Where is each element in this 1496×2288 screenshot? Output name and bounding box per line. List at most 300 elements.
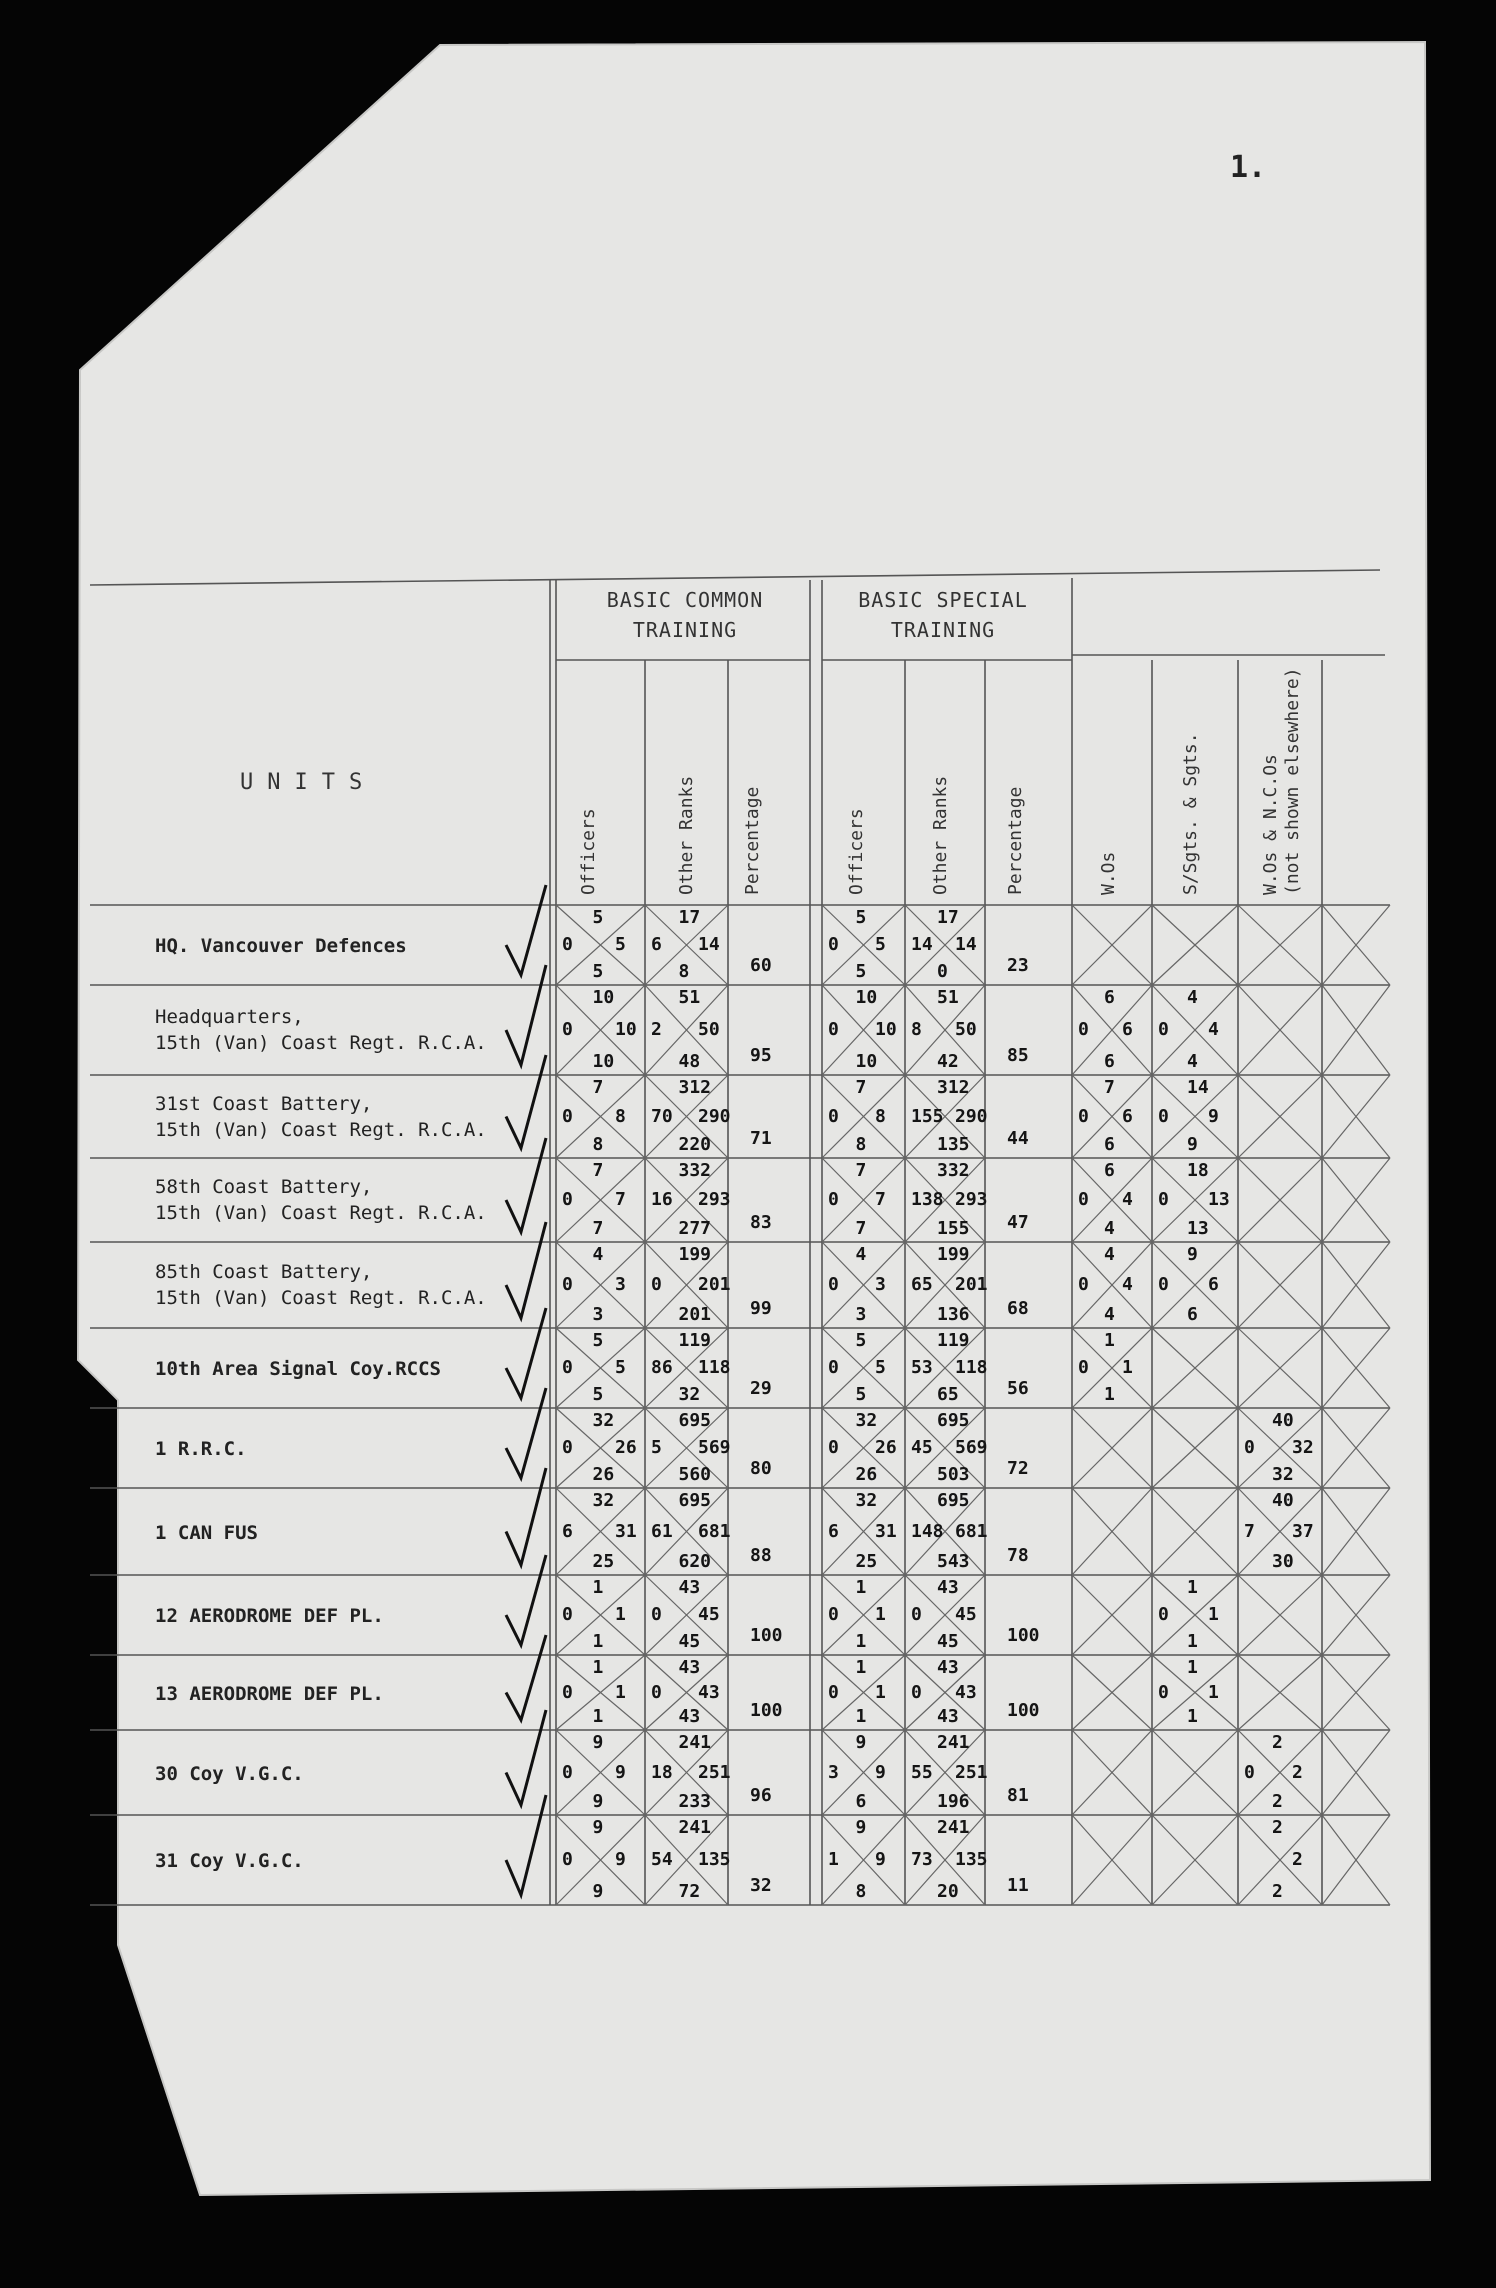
bc-officers-top: 1 xyxy=(592,1577,604,1598)
bs-officers-left: 0 xyxy=(828,1357,839,1378)
bs-other-ranks-left: 65 xyxy=(911,1274,933,1295)
wos-left: 0 xyxy=(1078,1357,1089,1378)
bc-officers-left: 0 xyxy=(562,1189,573,1210)
ssgts-top: 9 xyxy=(1187,1244,1198,1265)
bs-officers-top: 4 xyxy=(855,1244,867,1265)
bs-other-ranks-bottom: 20 xyxy=(937,1881,959,1902)
bs-officers-top: 1 xyxy=(855,1577,867,1598)
unit-name: 31st Coast Battery, 15th (Van) Coast Regt. R.C.A. xyxy=(155,1092,487,1141)
bc-percentage: 83 xyxy=(750,1212,772,1233)
wos-right: 6 xyxy=(1122,1019,1133,1040)
wos-ncos-right: 2 xyxy=(1292,1849,1303,1870)
bs-other-ranks-right: 43 xyxy=(955,1681,977,1703)
bs-percentage: 100 xyxy=(1007,1700,1040,1721)
bc-officers-right: 10 xyxy=(615,1019,637,1040)
bc-officers-top: 32 xyxy=(592,1490,615,1511)
bs-officers-left: 0 xyxy=(828,1105,839,1127)
bc-other-ranks-left: 70 xyxy=(651,1105,673,1127)
bc-officers-right: 3 xyxy=(615,1274,626,1295)
bs-other-ranks-bottom: 136 xyxy=(937,1304,970,1325)
bs-officers-bottom: 8 xyxy=(855,1134,867,1155)
bc-officers-top: 5 xyxy=(592,907,604,928)
col-other-ranks-common: Other Ranks xyxy=(676,775,697,895)
bc-other-ranks-right: 50 xyxy=(698,1019,720,1040)
bs-officers-bottom: 1 xyxy=(855,1631,867,1652)
wos-right: 4 xyxy=(1122,1189,1133,1210)
bc-officers-left: 0 xyxy=(562,934,573,955)
bc-other-ranks-top: 43 xyxy=(678,1657,701,1678)
wos-ncos-top: 40 xyxy=(1272,1410,1294,1431)
bc-other-ranks-top: 695 xyxy=(678,1410,712,1431)
bc-percentage: 80 xyxy=(750,1458,772,1479)
bs-other-ranks-left: 148 xyxy=(911,1520,944,1542)
col-ssgts: S/Sgts. & Sgts. xyxy=(1180,732,1201,895)
bc-other-ranks-right: 135 xyxy=(698,1849,731,1870)
bc-officers-top: 7 xyxy=(592,1160,604,1181)
bs-other-ranks-left: 14 xyxy=(911,934,933,955)
bs-other-ranks-top: 241 xyxy=(937,1732,970,1753)
bs-other-ranks-bottom: 45 xyxy=(937,1631,959,1652)
bs-officers-bottom: 1 xyxy=(855,1706,867,1727)
unit-name: 31 Coy V.G.C. xyxy=(155,1850,304,1872)
bc-other-ranks-bottom: 43 xyxy=(678,1706,701,1727)
wos-top: 1 xyxy=(1104,1330,1115,1351)
bc-officers-top: 1 xyxy=(592,1657,604,1678)
bc-other-ranks-top: 695 xyxy=(678,1490,712,1511)
bs-officers-right: 8 xyxy=(875,1105,886,1127)
bs-percentage: 56 xyxy=(1007,1378,1029,1399)
bc-other-ranks-bottom: 48 xyxy=(678,1051,701,1072)
bs-officers-right: 26 xyxy=(875,1437,897,1458)
bs-officers-top: 7 xyxy=(855,1160,867,1181)
wos-top: 4 xyxy=(1104,1244,1115,1265)
bs-officers-right: 1 xyxy=(875,1681,886,1703)
bc-percentage: 32 xyxy=(750,1875,772,1896)
bc-officers-top: 32 xyxy=(592,1410,615,1431)
ssgts-left: 0 xyxy=(1158,1105,1169,1127)
bc-officers-right: 9 xyxy=(615,1761,626,1783)
bs-other-ranks-bottom: 0 xyxy=(937,961,948,982)
bc-officers-left: 0 xyxy=(562,1019,573,1040)
col-officers-special: Officers xyxy=(846,808,867,895)
bs-other-ranks-top: 695 xyxy=(937,1490,970,1511)
wos-bottom: 6 xyxy=(1104,1134,1115,1155)
bs-percentage: 81 xyxy=(1007,1785,1029,1806)
ssgts-right: 9 xyxy=(1208,1105,1219,1127)
bs-officers-left: 1 xyxy=(828,1849,839,1870)
wos-ncos-top: 2 xyxy=(1272,1732,1283,1753)
bs-percentage: 23 xyxy=(1007,955,1029,976)
wos-bottom: 1 xyxy=(1104,1384,1115,1405)
wos-ncos-right: 37 xyxy=(1292,1520,1314,1542)
bs-officers-bottom: 5 xyxy=(855,1384,867,1405)
bc-other-ranks-bottom: 45 xyxy=(678,1631,701,1652)
wos-top: 7 xyxy=(1104,1077,1115,1098)
bc-other-ranks-right: 569 xyxy=(698,1437,731,1458)
bc-officers-top: 7 xyxy=(592,1077,604,1098)
bs-other-ranks-right: 293 xyxy=(955,1189,988,1210)
bc-other-ranks-bottom: 620 xyxy=(678,1551,712,1572)
bs-other-ranks-top: 43 xyxy=(937,1657,959,1678)
ssgts-top: 1 xyxy=(1187,1657,1198,1678)
bs-officers-bottom: 10 xyxy=(855,1051,878,1072)
bc-other-ranks-right: 251 xyxy=(698,1761,731,1783)
bc-other-ranks-top: 119 xyxy=(678,1330,712,1351)
bc-officers-right: 7 xyxy=(615,1189,626,1210)
bc-officers-bottom: 9 xyxy=(592,1791,604,1812)
bc-officers-bottom: 9 xyxy=(592,1881,604,1902)
bs-percentage: 85 xyxy=(1007,1045,1029,1066)
bs-officers-top: 32 xyxy=(855,1410,878,1431)
bc-officers-right: 26 xyxy=(615,1437,637,1458)
bs-officers-left: 0 xyxy=(828,1681,839,1703)
bc-officers-bottom: 25 xyxy=(592,1551,615,1572)
basic-common-header: BASIC COMMON TRAINING xyxy=(606,588,764,642)
col-other-ranks-special: Other Ranks xyxy=(930,775,951,895)
wos-ncos-bottom: 30 xyxy=(1272,1551,1294,1572)
bs-officers-bottom: 3 xyxy=(855,1304,867,1325)
bc-other-ranks-right: 118 xyxy=(698,1357,731,1378)
ssgts-bottom: 9 xyxy=(1187,1134,1198,1155)
bc-officers-right: 1 xyxy=(615,1604,626,1625)
bs-officers-right: 1 xyxy=(875,1604,886,1625)
bs-officers-right: 3 xyxy=(875,1274,886,1295)
basic-special-header: BASIC SPECIAL TRAINING xyxy=(858,588,1028,642)
bs-other-ranks-right: 201 xyxy=(955,1274,988,1295)
bc-officers-bottom: 1 xyxy=(592,1631,604,1652)
bs-officers-bottom: 25 xyxy=(855,1551,878,1572)
bc-other-ranks-left: 54 xyxy=(651,1849,673,1870)
bc-officers-left: 0 xyxy=(562,1437,573,1458)
bc-percentage: 100 xyxy=(750,1625,783,1646)
bc-other-ranks-right: 681 xyxy=(698,1520,731,1542)
bs-other-ranks-right: 118 xyxy=(955,1357,988,1378)
bs-other-ranks-left: 155 xyxy=(911,1105,944,1127)
bs-officers-right: 9 xyxy=(875,1761,886,1783)
bs-officers-right: 7 xyxy=(875,1189,886,1210)
ssgts-bottom: 13 xyxy=(1187,1218,1209,1239)
wos-ncos-top: 40 xyxy=(1272,1490,1294,1511)
bs-other-ranks-bottom: 503 xyxy=(937,1464,970,1485)
ssgts-right: 13 xyxy=(1208,1189,1230,1210)
bc-other-ranks-bottom: 201 xyxy=(678,1304,712,1325)
bs-officers-bottom: 7 xyxy=(855,1218,867,1239)
bs-other-ranks-bottom: 42 xyxy=(937,1051,959,1072)
bs-other-ranks-left: 0 xyxy=(911,1604,922,1625)
bc-officers-left: 0 xyxy=(562,1357,573,1378)
unit-name: 85th Coast Battery, 15th (Van) Coast Regt. R.C.A. xyxy=(155,1261,487,1309)
bs-officers-left: 6 xyxy=(828,1520,839,1542)
bs-officers-bottom: 8 xyxy=(855,1881,867,1902)
bs-other-ranks-right: 251 xyxy=(955,1761,988,1783)
ssgts-left: 0 xyxy=(1158,1019,1169,1040)
wos-ncos-right: 32 xyxy=(1292,1437,1314,1458)
bc-percentage: 88 xyxy=(750,1545,772,1566)
unit-name: Headquarters, 15th (Van) Coast Regt. R.C.A. xyxy=(155,1006,487,1054)
bc-officers-right: 5 xyxy=(615,1357,626,1378)
wos-bottom: 4 xyxy=(1104,1218,1115,1239)
bs-percentage: 11 xyxy=(1007,1875,1029,1896)
bc-officers-top: 10 xyxy=(592,987,615,1008)
ssgts-top: 4 xyxy=(1187,987,1198,1008)
bc-officers-right: 5 xyxy=(615,934,626,955)
bs-other-ranks-bottom: 65 xyxy=(937,1384,959,1405)
bc-percentage: 71 xyxy=(750,1128,772,1149)
bc-other-ranks-top: 241 xyxy=(678,1817,712,1838)
wos-left: 0 xyxy=(1078,1019,1089,1040)
unit-name: HQ. Vancouver Defences xyxy=(155,935,407,957)
bc-officers-bottom: 1 xyxy=(592,1706,604,1727)
ssgts-left: 0 xyxy=(1158,1189,1169,1210)
bc-other-ranks-right: 293 xyxy=(698,1189,731,1210)
bc-officers-bottom: 5 xyxy=(592,1384,604,1405)
bs-other-ranks-top: 312 xyxy=(937,1077,970,1098)
ssgts-left: 0 xyxy=(1158,1681,1169,1703)
bc-other-ranks-top: 43 xyxy=(678,1577,701,1598)
bc-officers-top: 9 xyxy=(592,1817,604,1838)
bc-other-ranks-top: 312 xyxy=(678,1077,712,1098)
bc-officers-top: 9 xyxy=(592,1732,604,1753)
bs-officers-right: 31 xyxy=(875,1520,897,1542)
bs-officers-top: 5 xyxy=(855,907,867,928)
units-header: UNITS xyxy=(240,770,377,795)
unit-name: 1 CAN FUS xyxy=(155,1521,258,1544)
bs-officers-top: 9 xyxy=(855,1817,867,1838)
bs-other-ranks-left: 73 xyxy=(911,1849,933,1870)
bs-percentage: 100 xyxy=(1007,1625,1040,1646)
wos-ncos-top: 2 xyxy=(1272,1817,1283,1838)
bs-other-ranks-bottom: 135 xyxy=(937,1134,970,1155)
ssgts-right: 4 xyxy=(1208,1019,1219,1040)
bs-other-ranks-right: 569 xyxy=(955,1437,988,1458)
bs-officers-left: 0 xyxy=(828,1019,839,1040)
ssgts-right: 1 xyxy=(1208,1681,1219,1703)
bs-other-ranks-bottom: 43 xyxy=(937,1706,959,1727)
bc-percentage: 96 xyxy=(750,1785,772,1806)
bs-officers-right: 9 xyxy=(875,1849,886,1870)
wos-ncos-bottom: 2 xyxy=(1272,1791,1283,1812)
col-wos-ncos: W.Os & N.C.Os (not shown elsewhere) xyxy=(1260,667,1303,895)
wos-left: 0 xyxy=(1078,1105,1089,1127)
bs-other-ranks-right: 14 xyxy=(955,934,977,955)
bs-other-ranks-top: 43 xyxy=(937,1577,959,1598)
bc-other-ranks-top: 17 xyxy=(678,907,701,928)
bs-other-ranks-left: 138 xyxy=(911,1189,944,1210)
bc-officers-bottom: 26 xyxy=(592,1464,615,1485)
bs-officers-left: 0 xyxy=(828,934,839,955)
bc-other-ranks-left: 2 xyxy=(651,1019,662,1040)
unit-name: 1 R.R.C. xyxy=(155,1438,247,1460)
bc-other-ranks-left: 18 xyxy=(651,1761,673,1783)
bc-officers-left: 0 xyxy=(562,1604,573,1625)
unit-name: 30 Coy V.G.C. xyxy=(155,1762,304,1785)
bc-officers-left: 0 xyxy=(562,1761,573,1783)
bc-other-ranks-top: 51 xyxy=(678,987,701,1008)
ssgts-bottom: 1 xyxy=(1187,1706,1198,1727)
bs-other-ranks-right: 135 xyxy=(955,1849,988,1870)
bc-other-ranks-top: 199 xyxy=(678,1244,712,1265)
bs-other-ranks-right: 290 xyxy=(955,1105,988,1127)
wos-ncos-bottom: 32 xyxy=(1272,1464,1294,1485)
wos-ncos-bottom: 2 xyxy=(1272,1881,1283,1902)
bs-other-ranks-top: 241 xyxy=(937,1817,970,1838)
col-officers-common: Officers xyxy=(578,808,599,895)
bc-other-ranks-bottom: 72 xyxy=(678,1881,701,1902)
bs-other-ranks-left: 8 xyxy=(911,1019,922,1040)
bs-officers-top: 7 xyxy=(855,1077,867,1098)
wos-right: 4 xyxy=(1122,1274,1133,1295)
wos-bottom: 6 xyxy=(1104,1051,1115,1072)
bs-other-ranks-top: 17 xyxy=(937,907,959,928)
bs-other-ranks-bottom: 543 xyxy=(937,1551,970,1572)
bs-percentage: 72 xyxy=(1007,1458,1029,1479)
col-wos: W.Os xyxy=(1098,851,1119,895)
bs-officers-top: 9 xyxy=(855,1732,867,1753)
wos-ncos-right: 2 xyxy=(1292,1761,1303,1783)
bc-other-ranks-right: 14 xyxy=(698,934,720,955)
bs-percentage: 47 xyxy=(1007,1212,1029,1233)
bc-officers-bottom: 8 xyxy=(592,1134,604,1155)
ssgts-right: 1 xyxy=(1208,1604,1219,1625)
bs-officers-top: 32 xyxy=(855,1490,878,1511)
bs-other-ranks-top: 119 xyxy=(937,1330,970,1351)
bs-officers-bottom: 6 xyxy=(855,1791,867,1812)
bc-other-ranks-bottom: 277 xyxy=(678,1218,712,1239)
bs-officers-left: 3 xyxy=(828,1761,839,1783)
bs-other-ranks-top: 332 xyxy=(937,1160,970,1181)
ssgts-bottom: 4 xyxy=(1187,1051,1198,1072)
bc-officers-left: 0 xyxy=(562,1849,573,1870)
unit-name: 10th Area Signal Coy.RCCS xyxy=(155,1358,441,1380)
bc-officers-right: 1 xyxy=(615,1681,626,1703)
bs-other-ranks-right: 45 xyxy=(955,1604,977,1625)
bs-officers-top: 1 xyxy=(855,1657,867,1678)
bc-other-ranks-bottom: 560 xyxy=(678,1464,712,1485)
bc-other-ranks-bottom: 8 xyxy=(678,961,690,982)
ssgts-bottom: 1 xyxy=(1187,1631,1198,1652)
bs-officers-top: 10 xyxy=(855,987,878,1008)
wos-ncos-left: 0 xyxy=(1244,1437,1255,1458)
wos-ncos-left: 0 xyxy=(1244,1761,1255,1783)
wos-ncos-left: 7 xyxy=(1244,1520,1255,1542)
wos-left: 0 xyxy=(1078,1189,1089,1210)
unit-name: 58th Coast Battery, 15th (Van) Coast Regt. R.C.A. xyxy=(155,1176,487,1224)
bs-other-ranks-top: 199 xyxy=(937,1244,970,1265)
bc-other-ranks-right: 43 xyxy=(698,1681,720,1703)
bc-officers-left: 0 xyxy=(562,1681,573,1703)
wos-left: 0 xyxy=(1078,1274,1089,1295)
col-percentage-common: Percentage xyxy=(742,786,763,895)
bc-officers-bottom: 5 xyxy=(592,961,604,982)
bs-officers-right: 10 xyxy=(875,1019,897,1040)
bc-percentage: 100 xyxy=(750,1700,783,1721)
bs-percentage: 44 xyxy=(1007,1128,1029,1149)
unit-name: 12 AERODROME DEF PL. xyxy=(155,1605,384,1627)
bs-other-ranks-left: 53 xyxy=(911,1357,933,1378)
bs-officers-left: 0 xyxy=(828,1437,839,1458)
bc-other-ranks-left: 0 xyxy=(651,1604,662,1625)
bs-other-ranks-top: 51 xyxy=(937,987,959,1008)
col-percentage-special: Percentage xyxy=(1005,786,1026,895)
bc-other-ranks-left: 61 xyxy=(651,1520,673,1542)
bc-officers-bottom: 7 xyxy=(592,1218,604,1239)
bc-other-ranks-top: 332 xyxy=(678,1160,712,1181)
bs-other-ranks-top: 695 xyxy=(937,1410,970,1431)
bc-officers-top: 4 xyxy=(592,1244,604,1265)
bc-other-ranks-left: 0 xyxy=(651,1681,662,1703)
bs-other-ranks-left: 45 xyxy=(911,1437,933,1458)
bc-other-ranks-bottom: 220 xyxy=(678,1134,712,1155)
bs-other-ranks-bottom: 155 xyxy=(937,1218,970,1239)
ssgts-left: 0 xyxy=(1158,1274,1169,1295)
bs-other-ranks-right: 50 xyxy=(955,1019,977,1040)
bc-other-ranks-top: 241 xyxy=(678,1732,712,1753)
wos-bottom: 4 xyxy=(1104,1304,1115,1325)
bc-other-ranks-left: 0 xyxy=(651,1274,662,1295)
bs-officers-left: 0 xyxy=(828,1189,839,1210)
bc-other-ranks-left: 6 xyxy=(651,934,662,955)
bs-officers-right: 5 xyxy=(875,934,886,955)
bc-officers-top: 5 xyxy=(592,1330,604,1351)
bs-other-ranks-left: 55 xyxy=(911,1761,933,1783)
wos-top: 6 xyxy=(1104,1160,1115,1181)
bs-officers-bottom: 26 xyxy=(855,1464,878,1485)
bs-officers-bottom: 5 xyxy=(855,961,867,982)
bc-officers-left: 0 xyxy=(562,1274,573,1295)
bc-officers-right: 31 xyxy=(615,1520,637,1542)
bc-percentage: 60 xyxy=(750,955,772,976)
bc-officers-right: 8 xyxy=(615,1105,626,1127)
bc-other-ranks-bottom: 32 xyxy=(678,1384,701,1405)
wos-right: 1 xyxy=(1122,1357,1133,1378)
ssgts-left: 0 xyxy=(1158,1604,1169,1625)
bs-officers-right: 5 xyxy=(875,1357,886,1378)
bs-percentage: 68 xyxy=(1007,1298,1029,1319)
wos-top: 6 xyxy=(1104,987,1115,1008)
bs-percentage: 78 xyxy=(1007,1545,1029,1566)
page-number: 1. xyxy=(1230,150,1267,185)
bs-officers-left: 0 xyxy=(828,1604,839,1625)
bc-percentage: 95 xyxy=(750,1045,772,1066)
bs-other-ranks-right: 681 xyxy=(955,1520,988,1542)
bs-officers-top: 5 xyxy=(855,1330,867,1351)
bc-officers-bottom: 10 xyxy=(592,1051,615,1072)
bc-other-ranks-right: 45 xyxy=(698,1604,720,1625)
bc-officers-right: 9 xyxy=(615,1849,626,1870)
bc-other-ranks-left: 16 xyxy=(651,1189,673,1210)
unit-name: 13 AERODROME DEF PL. xyxy=(155,1682,384,1705)
bc-other-ranks-right: 290 xyxy=(698,1105,731,1127)
ssgts-right: 6 xyxy=(1208,1274,1219,1295)
bs-other-ranks-left: 0 xyxy=(911,1681,922,1703)
bc-other-ranks-bottom: 233 xyxy=(678,1791,712,1812)
bs-officers-left: 0 xyxy=(828,1274,839,1295)
bc-percentage: 99 xyxy=(750,1298,772,1319)
bc-other-ranks-left: 86 xyxy=(651,1357,673,1378)
ssgts-top: 14 xyxy=(1187,1077,1209,1098)
ssgts-top: 1 xyxy=(1187,1577,1198,1598)
bs-other-ranks-bottom: 196 xyxy=(937,1791,970,1812)
bc-officers-left: 0 xyxy=(562,1105,573,1127)
bc-percentage: 29 xyxy=(750,1378,772,1399)
bc-officers-bottom: 3 xyxy=(592,1304,604,1325)
ssgts-bottom: 6 xyxy=(1187,1304,1198,1325)
wos-right: 6 xyxy=(1122,1105,1133,1127)
bc-officers-left: 6 xyxy=(562,1520,573,1542)
bc-other-ranks-left: 5 xyxy=(651,1437,662,1458)
bc-other-ranks-right: 201 xyxy=(698,1274,731,1295)
ssgts-top: 18 xyxy=(1187,1160,1209,1181)
